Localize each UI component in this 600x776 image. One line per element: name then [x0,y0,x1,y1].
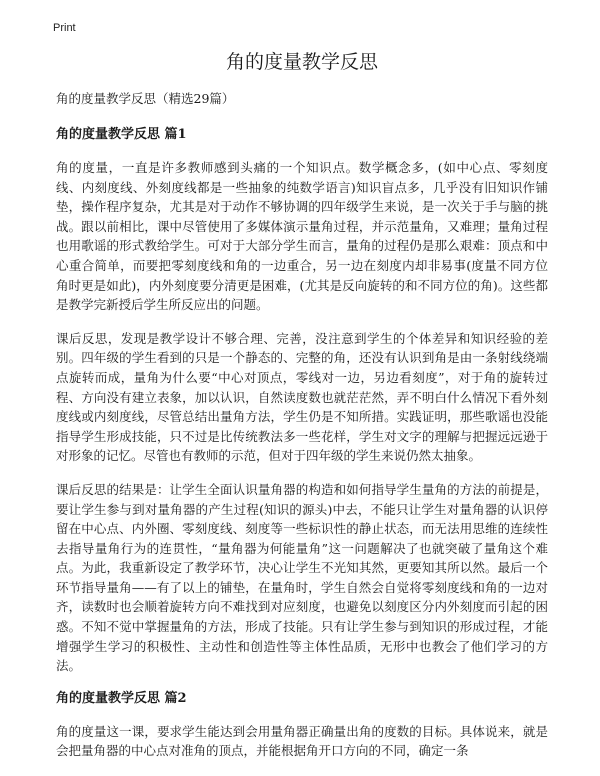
paragraph: 角的度量，一直是许多教师感到头痛的一个知识点。数学概念多，(如中心点、零刻度线、内刻度线、外刻度线都是一些抽象的纯数学语言)知识盲点多，几乎没有旧知识作铺垫，操作程序复杂，尤其是对于动作不够协调的四年级学生来说，是一次关于手与脑的挑战。跟以前相比，课中尽管使用了多媒体演示量角过程，并示范量角，又难理；量角过程也用歌谣的形式教给学生。可对于大部分学生而言，量角的过程仍是那么艰难：顶点和中心重合简单，而要把零刻度线和角的一边重合，另一边在刻度内却非易事(度量不同方位角时更是如此)，内外刻度要分清更是困难，(尤其是反向旋转的和不同方位的角)。这些都是教学完新授后学生所反应出的问题。 [56,160,548,313]
print-link[interactable]: Print [53,22,76,34]
paragraph: 角的度量这一课，要求学生能达到会用量角器正确量出角的度数的目标。具体说来，就是会把量角器的中心点对准角的顶点，并能根据角开口方向的不同，确定一条 [56,723,548,759]
section-heading: 角的度量教学反思 篇1 [56,127,187,142]
document [56,48,548,775]
paragraph: 课后反思，发现是教学设计不够合理、完善，没注意到学生的个体差异和知识经验的差别。四年级的学生看到的只是一个静态的、完整的角，还没有认识到角是由一条射线绕端点旋转而成，量角为什么要“中心对顶点，零线对一边，另边看刻度”，对于角的旋转过程、方向没有建立表象，加以认识，自然读度数也就茫茫然，弄不明白什么情况下看外刻度线或内刻度线，尽管总结出量角方法，学生仍是不知所措。实践证明，那些歌谣也没能指导学生形成技能，只不过是比传统教法多一些花样，学生对文字的理解与把握远远逊于对形象的记忆。尽管也有教师的示范，但对于四年级的学生来说仍然太抽象。 [56,330,548,464]
section-1 [56,126,548,676]
document-subtitle: 角的度量教学反思（精选29篇） [56,91,235,106]
section-2 [56,690,548,761]
page-title: 角的度量教学反思 [225,51,378,73]
section-heading: 角的度量教学反思 篇2 [56,690,187,706]
paragraph: 课后反思的结果是：让学生全面认识量角器的构造和如何指导学生量角的方法的前提是，要让学生参与到对量角器的产生过程(知识的源头)中去，不能只让学生对量角器的认识停留在中心点、内外圈、零刻度线、刻度等一些标识性的静止状态，而无法用思维的连续性去指导量角行为的连贯性，“量角器为何能量角”这一问题解决了也就突破了量角这个难点。为此，我重新设定了教学环节，决心让学生不光知其然，更要知其所以然。最后一个环节指导量角——有了以上的铺垫，在量角时，学生自然会自觉将零刻度线和角的一边对齐，读数时也会顺着旋转方向不难找到对应刻度，也避免以刻度区分内外刻度而引起的困惑。不知不觉中掌握量角的方法，形成了技能。只有让学生参与到知识的形成过程，才能增强学生学习的积极性、主动性和创造性等主体性品质，无形中也教会了他们学习的方法。 [56,481,548,674]
